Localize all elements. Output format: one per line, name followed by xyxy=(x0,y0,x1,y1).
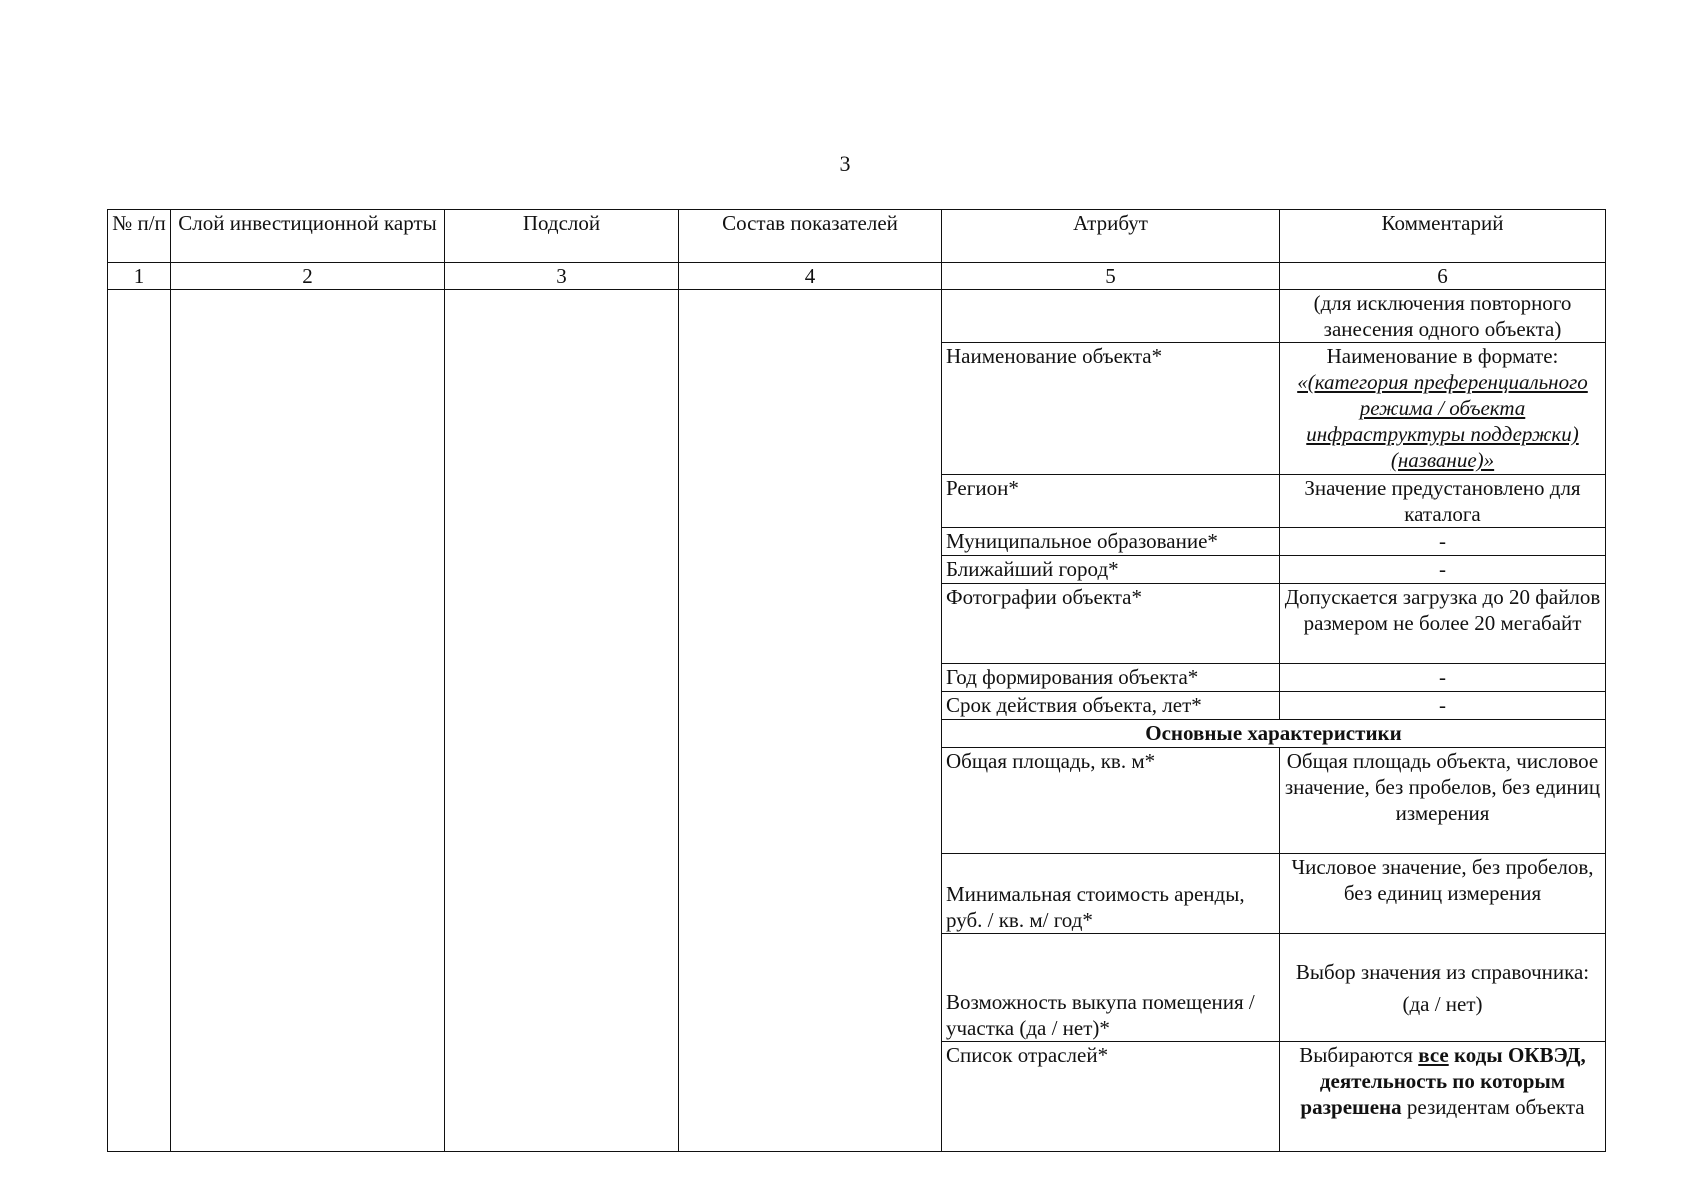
header-layer: Слой инвестиционной карты xyxy=(171,210,445,263)
header-number: № п/п xyxy=(108,210,171,263)
comment-emphasis: все xyxy=(1418,1043,1449,1067)
comment-cell xyxy=(1280,1042,1606,1152)
comment-emphasis: коды ОКВЭД, деятельность по которым разрешена xyxy=(1300,1043,1586,1119)
attribute-cell: Возможность выкупа помещения / участка (да / нет)* xyxy=(942,934,1280,1042)
comment-cell xyxy=(1280,934,1606,1042)
attribute-cell: Срок действия объекта, лет* xyxy=(942,692,1280,720)
comment-cell: - xyxy=(1280,692,1606,720)
header-indicators: Состав показателей xyxy=(679,210,942,263)
empty-cell xyxy=(679,290,942,1152)
comment-text: Выбираются xyxy=(1299,1043,1419,1067)
col-number: 1 xyxy=(108,263,171,290)
col-number: 2 xyxy=(171,263,445,290)
name-format-link: «(категория преференциального режима / объекта инфраструктуры поддержки) (название)» xyxy=(1297,370,1588,472)
comment-cell: (для исключения повторного занесения одного объекта) xyxy=(1280,290,1606,343)
attribute-cell: Наименование объекта* xyxy=(942,343,1280,475)
comment-cell: Числовое значение, без пробелов, без единиц измерения xyxy=(1280,854,1606,934)
comment-cell: Допускается загрузка до 20 файлов размером не более 20 мегабайт xyxy=(1280,584,1606,664)
comment-text: резидентам объекта xyxy=(1401,1095,1585,1119)
header-comment: Комментарий xyxy=(1280,210,1606,263)
comment-cell: - xyxy=(1280,528,1606,556)
col-number: 3 xyxy=(445,263,679,290)
section-heading: Основные характеристики xyxy=(942,720,1606,748)
attribute-cell: Общая площадь, кв. м* xyxy=(942,748,1280,854)
comment-cell: Значение предустановлено для каталога xyxy=(1280,475,1606,528)
page-number: 3 xyxy=(839,151,851,176)
header-attribute: Атрибут xyxy=(942,210,1280,263)
comment-text: (да / нет) xyxy=(1402,991,1483,1016)
empty-cell xyxy=(108,290,171,1152)
comment-text: Наименование в формате: xyxy=(1326,344,1559,368)
attribute-cell: Регион* xyxy=(942,475,1280,528)
attribute-cell: Список отраслей* xyxy=(942,1042,1280,1152)
empty-cell xyxy=(445,290,679,1152)
attribute-cell: Фотографии объекта* xyxy=(942,584,1280,664)
comment-text: Выбор значения из справочника: xyxy=(1295,959,1590,984)
header-row xyxy=(108,210,1606,263)
table-row xyxy=(108,290,1606,343)
attribute-cell: Минимальная стоимость аренды, руб. / кв. м/ год* xyxy=(942,854,1280,934)
empty-cell xyxy=(171,290,445,1152)
column-number-row xyxy=(108,263,1606,290)
comment-cell: - xyxy=(1280,664,1606,692)
attribute-cell: Год формирования объекта* xyxy=(942,664,1280,692)
attribute-cell: Ближайший город* xyxy=(942,556,1280,584)
col-number: 4 xyxy=(679,263,942,290)
indicator-table xyxy=(107,209,1606,1152)
attribute-cell xyxy=(942,290,1280,343)
col-number: 5 xyxy=(942,263,1280,290)
col-number: 6 xyxy=(1280,263,1606,290)
comment-cell xyxy=(1280,343,1606,475)
attribute-cell: Муниципальное образование* xyxy=(942,528,1280,556)
header-sublayer: Подслой xyxy=(445,210,679,263)
comment-cell: - xyxy=(1280,556,1606,584)
comment-cell: Общая площадь объекта, числовое значение, без пробелов, без единиц измерения xyxy=(1280,748,1606,854)
